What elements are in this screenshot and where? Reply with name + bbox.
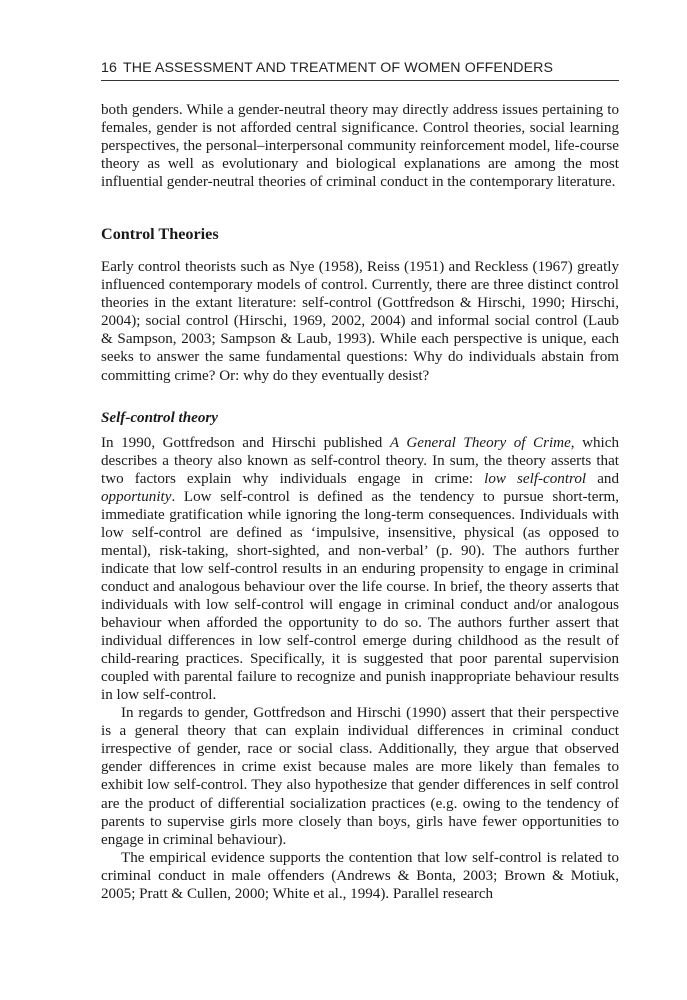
running-title: THE ASSESSMENT AND TREATMENT OF WOMEN OFFENDERS xyxy=(122,60,554,76)
paragraph-self-control-definition xyxy=(101,434,619,705)
paragraph-gender-neutral: both genders. While a gender-neutral theory may directly address issues pertaining to females, gender is not afforded central significance. Control theories, social learning perspectives, the personal–interpersonal community reinforcement model, life-course theory as well as evolutionary and biological explanations are among the most influential gender-neutral theories of criminal conduct in the contemporary literature. xyxy=(101,102,619,191)
text-run: . Low self-control is defined as the tendency to pursue short-term, immediate gratification while ignoring the long-term consequences. Individuals with low self-control are defined as ‘impulsive, insensitive, physical (as opposed to mental), risk-taking, short-sighted, and non-verbal’ (p. 90). The authors further indicate that low self-control results in an enduring propensity to engage in criminal conduct and analogous behaviour over the life course. In brief, the theory asserts that individuals with low self-control will engage in criminal conduct and/or analogous behaviour when afforded the opportunity to do so. The authors further assert that individual differences in low self-control emerge during childhood as the result of child-rearing practices. Specifically, it is suggested that poor parental supervision coupled with parental failure to recognize and punish inappropriate behaviour results in low self-control. xyxy=(101,488,619,704)
section-heading-control-theories: Control Theories xyxy=(101,225,219,244)
book-page xyxy=(101,60,619,903)
text-run: and xyxy=(586,470,619,487)
text-run: In 1990, Gottfredson and Hirschi published xyxy=(101,434,390,451)
term-low-self-control: low self-control xyxy=(484,470,587,487)
subheading-self-control-theory: Self-control theory xyxy=(101,409,218,426)
book-title: A General Theory of Crime xyxy=(389,434,571,451)
page-number: 16 xyxy=(101,60,117,76)
term-opportunity: opportunity xyxy=(101,488,172,505)
paragraph-control-theories: Early control theorists such as Nye (1958), Reiss (1951) and Reckless (1967) greatly influenced contemporary models of control. Currently, there are three distinct control theories in the extant literature: self-control (Gottfredson & Hirschi, 1990; Hirschi, 2004); social control (Hirschi, 1969, 2002, 2004) and informal social control (Laub & Sampson, 2003; Sampson & Laub, 1993). While each perspective is unique, each seeks to answer the same fundamental questions: Why do individuals abstain from committing crime? Or: why do they eventually desist? xyxy=(101,259,619,384)
running-header xyxy=(101,60,619,81)
paragraph-gender: In regards to gender, Gottfredson and Hirschi (1990) assert that their perspective is a general theory that can explain individual differences in criminal conduct irrespective of gender, race or social class. Additionally, they argue that observed gender differences in crime exist because males are more likely than females to exhibit low self-control. They also hypothesize that gender differences in self control are the product of differential socialization practices (e.g. owing to the tendency of parents to supervise girls more closely than boys, girls have fewer opportunities to engage in criminal behaviour). xyxy=(101,705,619,848)
paragraph-empirical-evidence: The empirical evidence supports the contention that low self-control is related to criminal conduct in male offenders (Andrews & Bonta, 2003; Brown & Motiuk, 2005; Pratt & Cullen, 2000; White et al., 1994). Parallel research xyxy=(101,849,619,902)
text-run: , which describes a theory also known as self-control theory. In sum, the theory asserts that two factors explain why individuals engage in crime: xyxy=(101,434,619,487)
